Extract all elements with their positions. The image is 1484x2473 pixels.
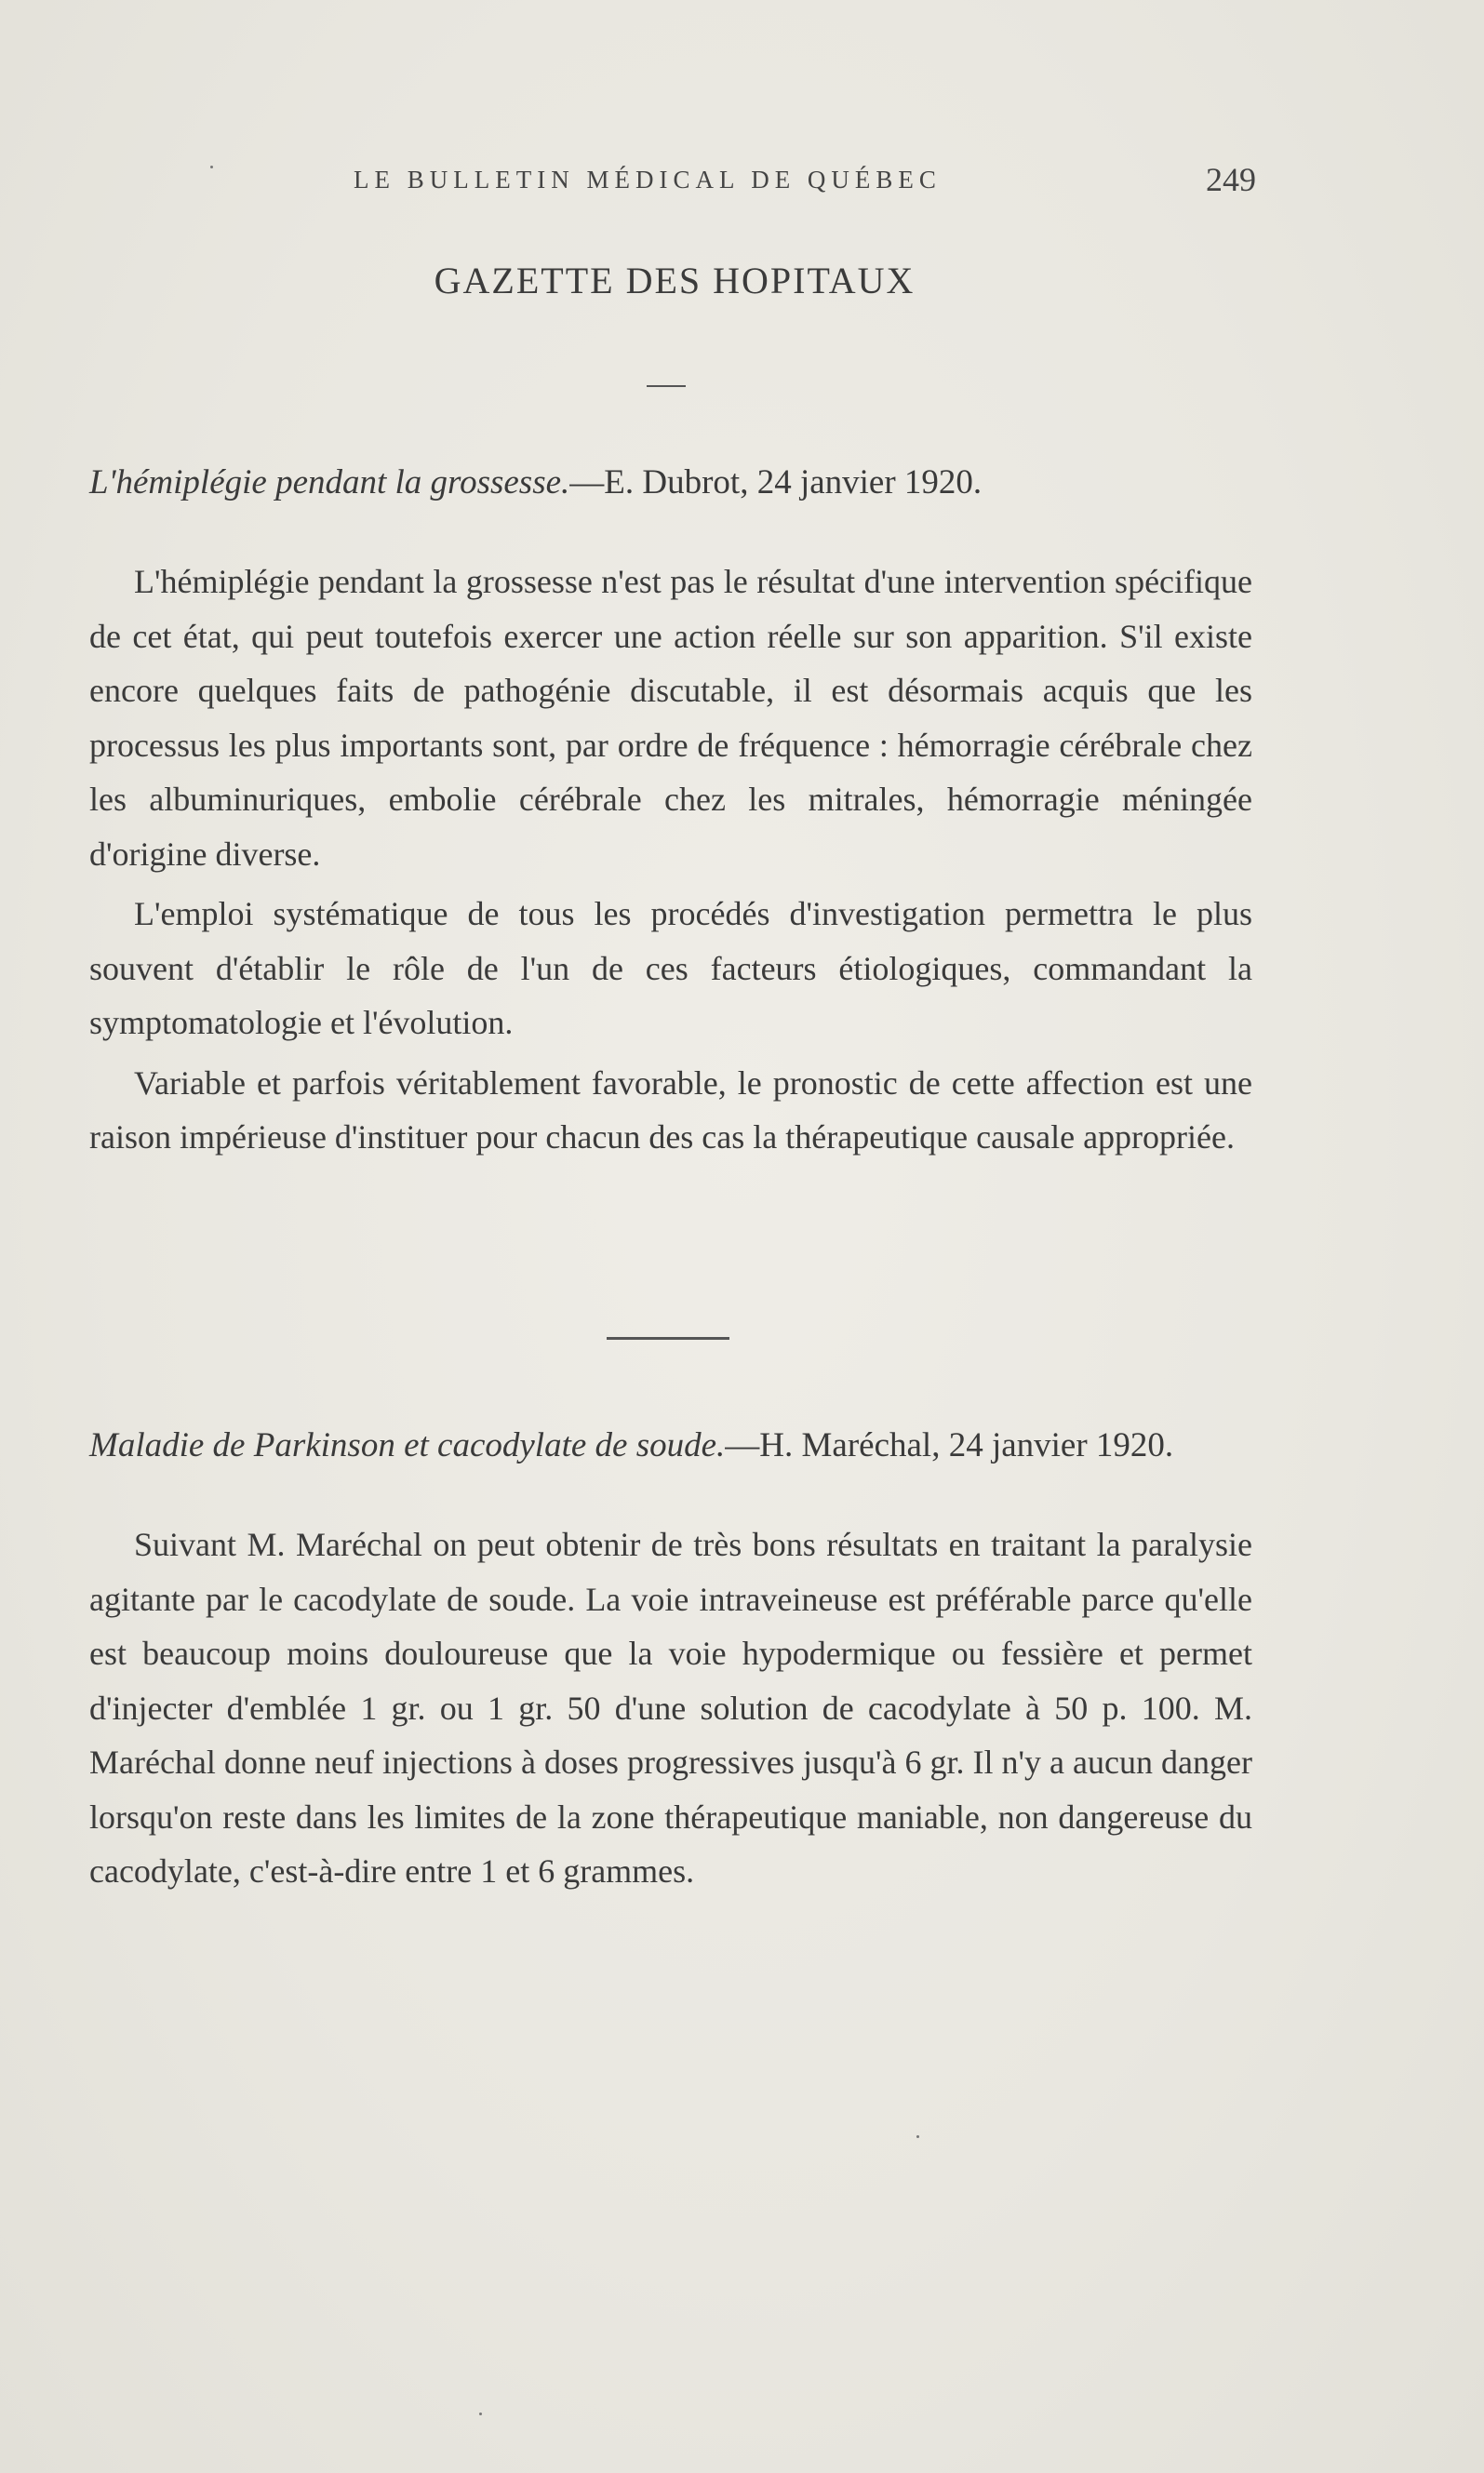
page-number: 249 (1206, 161, 1256, 198)
article-byline: —E. Dubrot, 24 janvier 1920. (569, 463, 983, 501)
article-paragraph: L'emploi systématique de tous les procédés d'investigation permettra le plus souvent d'établir le rôle de l'un de ces facteurs étiologiques, commandant la symptomatologie et l'évolution. (89, 895, 1252, 1041)
article-parkinson (89, 1419, 1252, 1899)
paper-speck (916, 2135, 919, 2138)
article-byline: —H. Maréchal, 24 janvier 1920. (725, 1426, 1174, 1464)
running-head (354, 161, 1256, 203)
paper-speck (479, 2413, 482, 2415)
article-hemiplegie (89, 456, 1252, 1165)
article-title: Maladie de Parkinson et cacodylate de soude. (89, 1426, 726, 1464)
article-title: L'hémiplégie pendant la grossesse. (89, 463, 570, 501)
paper-speck (210, 166, 213, 168)
journal-title: LE BULLETIN MÉDICAL DE QUÉBEC (354, 166, 942, 194)
article-heading (89, 1419, 1252, 1473)
article-paragraph: L'hémiplégie pendant la grossesse n'est pas le résultat d'une intervention spécifique de cet état, qui peut toutefois exercer une action réelle sur son apparition. S'il existe encore quelques faits de pathogénie discutable, il est désormais acquis que les processus les plus importants sont, par ordre de fréquence : hémorragie cérébrale chez les albuminuriques, embolie cérébrale chez les mitrales, hémorragie méningée d'origine diverse. (89, 563, 1252, 873)
article-divider (607, 1337, 729, 1340)
article-paragraph: Suivant M. Maréchal on peut obtenir de très bons résultats en traitant la paralysie agitante par le cacodylate de soude. La voie intraveineuse est préférable parce qu'elle est beaucoup moins douloureuse que la voie hypodermique ou fessière et permet d'injecter d'emblée 1 gr. ou 1 gr. 50 d'une solution de cacodylate à 50 p. 100. M. Maréchal donne neuf injections à doses progressives jusqu'à 6 gr. Il n'y a aucun danger lorsqu'on reste dans les limites de la zone thérapeutique maniable, non dangereuse du cacodylate, c'est-à-dire entre 1 et 6 grammes. (89, 1526, 1252, 1890)
article-paragraph: Variable et parfois véritablement favorable, le pronostic de cette affection est une raison impérieuse d'instituer pour chacun des cas la thérapeutique causale appropriée. (89, 1063, 1252, 1156)
article-heading (89, 456, 1252, 510)
section-title: GAZETTE DES HOPITAUX (434, 260, 916, 301)
section-divider (647, 385, 686, 387)
